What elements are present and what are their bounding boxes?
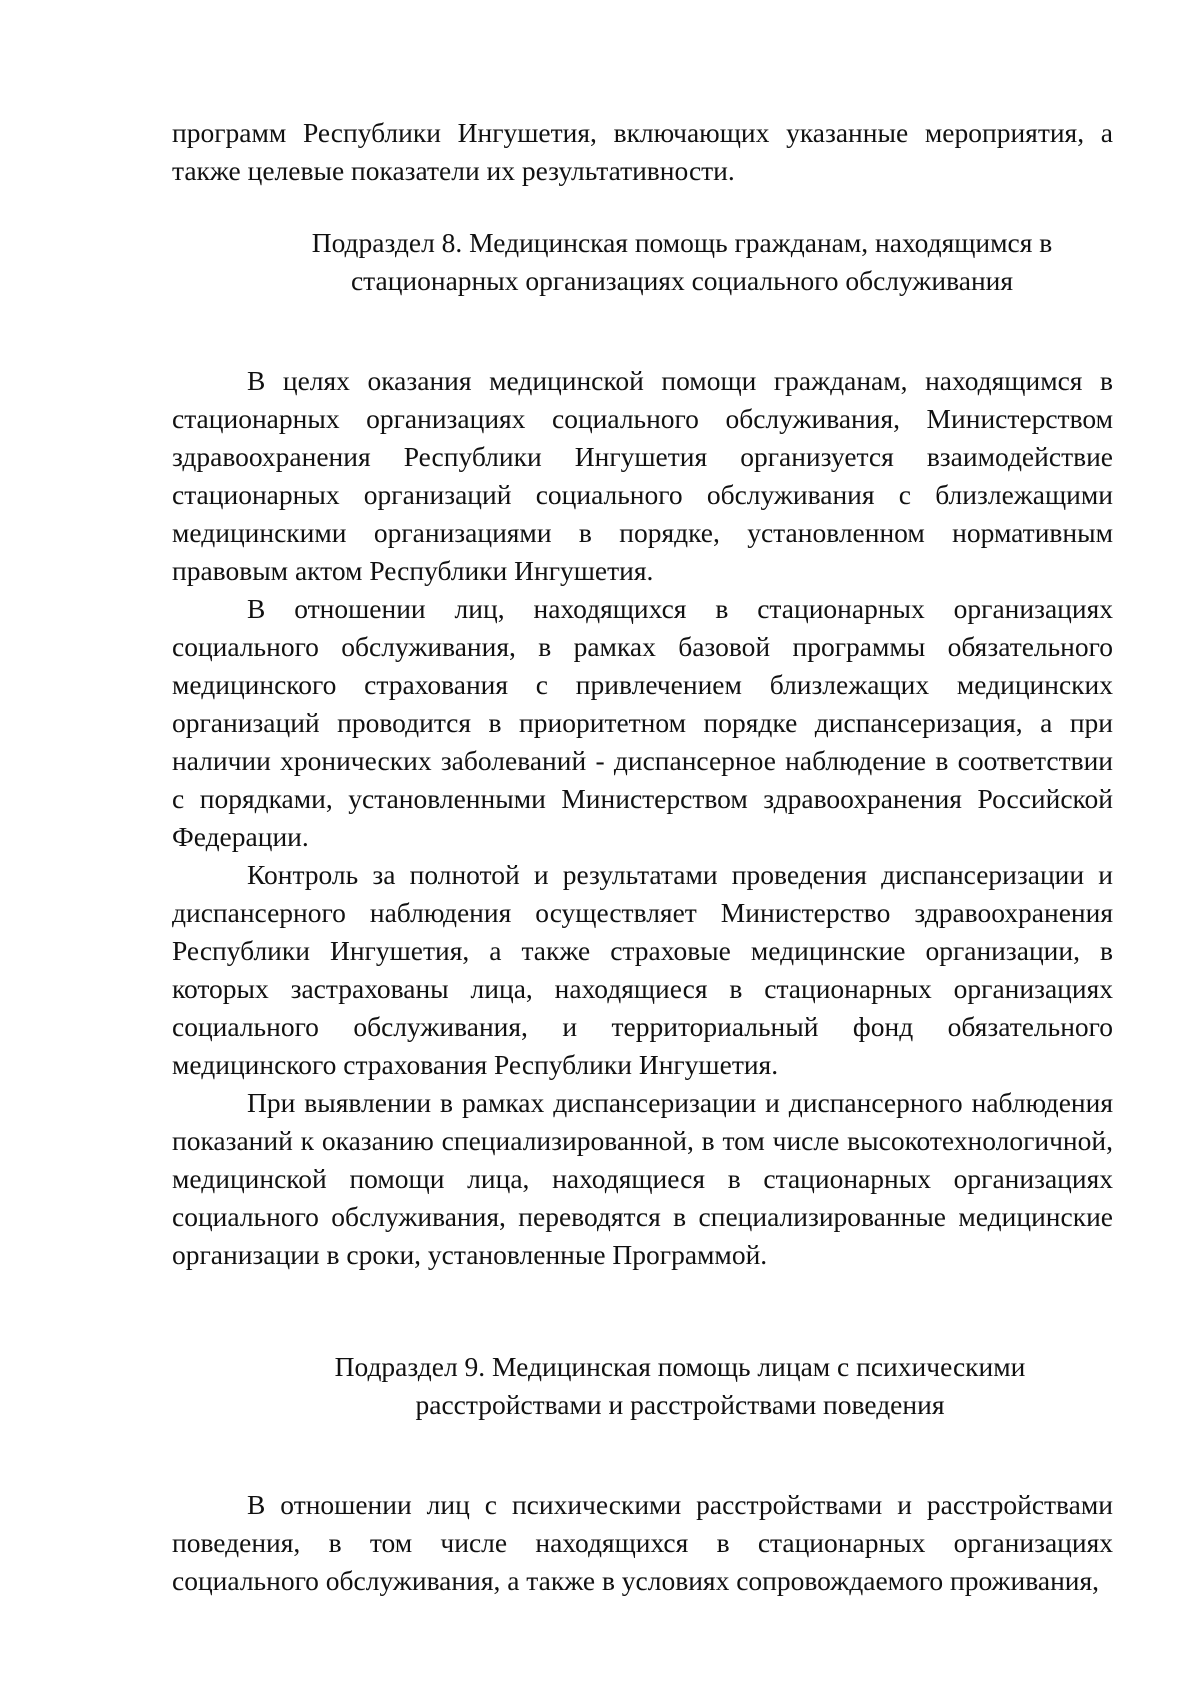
subsection-9-body <box>172 1486 1113 1600</box>
subsection-9-title-line1: Подраздел 9. Медицинская помощь лицам с психическими <box>334 1351 1026 1382</box>
subsection-8-paragraph-2: В отношении лиц, находящихся в стационарных организациях социального обслуживания, в рамках базовой программы обязательного медицинского страхования с привлечением близлежащих медицинских организаций проводится в приоритетном порядке диспансеризация, а при наличии хронических заболеваний - диспансерное наблюдение в соответствии с порядками, установленными Министерством здравоохранения Российской Федерации. <box>172 593 1113 852</box>
subsection-8-title <box>292 224 1072 300</box>
subsection-8-title-line2: стационарных организациях социального обслуживания <box>350 265 1014 296</box>
intro-paragraph: программ Республики Ингушетия, включающих указанные мероприятия, а также целевые показатели их результативности. <box>172 117 1113 186</box>
subsection-8-paragraph-3: Контроль за полнотой и результатами проведения диспансеризации и диспансерного наблюдения осуществляет Министерство здравоохранения Республики Ингушетия, а также страховые медицинские организации, в которых застрахованы лица, находящиеся в стационарных организациях социального обслуживания, и территориальный фонд обязательного медицинского страхования Республики Ингушетия. <box>172 859 1113 1080</box>
subsection-8-body <box>172 362 1113 1274</box>
intro-block <box>172 114 1113 190</box>
subsection-9-title-line2: расстройствами и расстройствами поведения <box>415 1389 945 1420</box>
subsection-8-paragraph-1: В целях оказания медицинской помощи гражданам, находящимся в стационарных организациях социального обслуживания, Министерством здравоохранения Республики Ингушетия организуется взаимодействие стационарных организаций социального обслуживания с близлежащими медицинскими организациями в порядке, установленном нормативным правовым актом Республики Ингушетия. <box>172 365 1113 586</box>
subsection-8-paragraph-4: При выявлении в рамках диспансеризации и диспансерного наблюдения показаний к оказанию специализированной, в том числе высокотехнологичной, медицинской помощи лица, находящиеся в стационарных организациях социального обслуживания, переводятся в специализированные медицинские организации в сроки, установленные Программой. <box>172 1087 1113 1270</box>
subsection-8-title-line1: Подраздел 8. Медицинская помощь гражданам, находящимся в <box>311 227 1053 258</box>
subsection-9-paragraph-1: В отношении лиц с психическими расстройствами и расстройствами поведения, в том числе находящихся в стационарных организациях социального обслуживания, а также в условиях сопровождаемого проживания, <box>172 1489 1113 1596</box>
subsection-9-title <box>300 1348 1060 1424</box>
